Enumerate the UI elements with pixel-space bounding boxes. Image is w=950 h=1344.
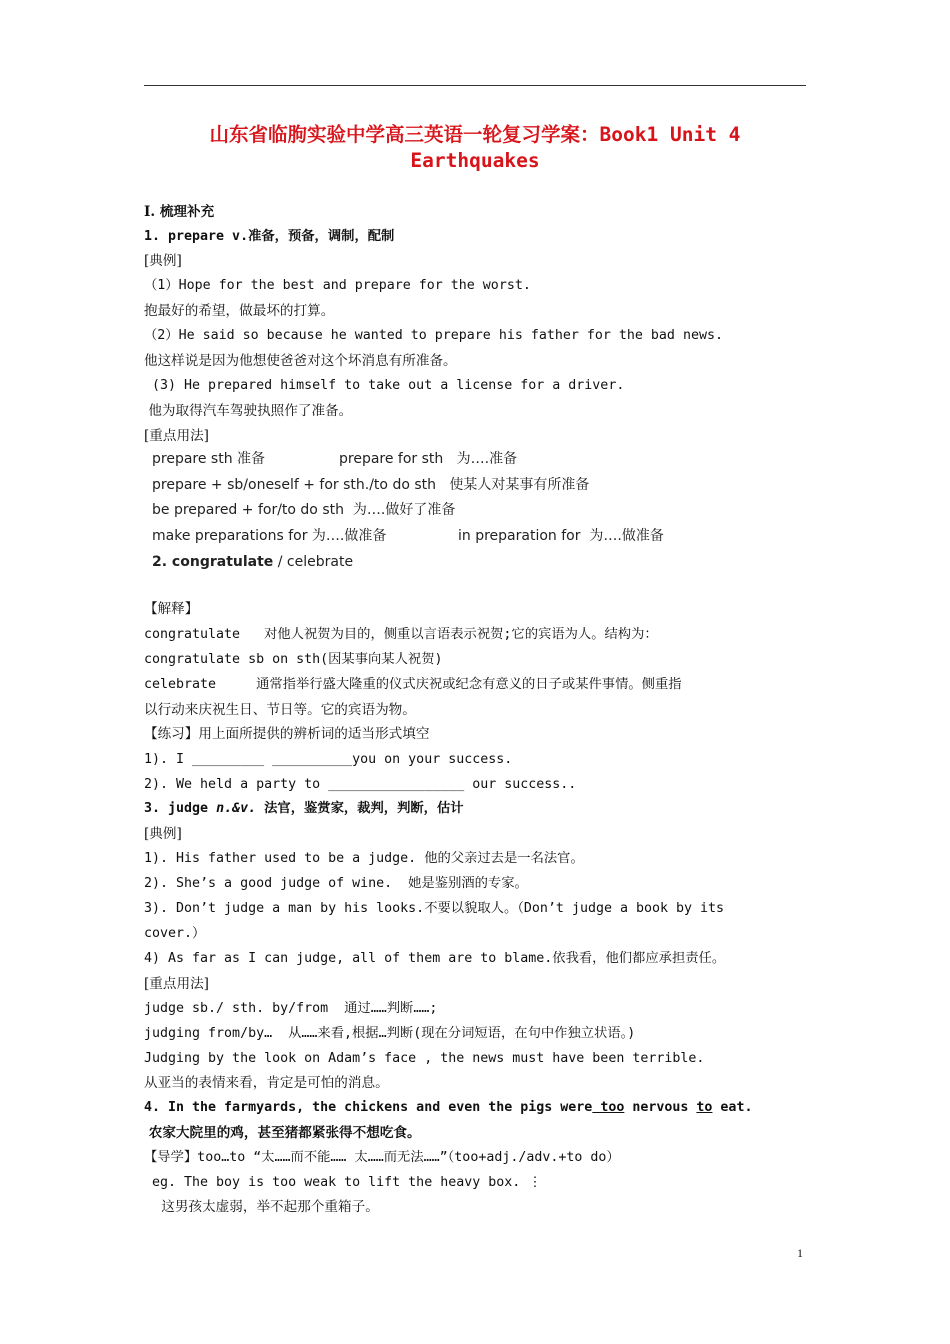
example-en: （1）Hope for the best and prepare for the worst.: [144, 278, 531, 293]
usage-line: be prepared + for/to do sth 为….做好了准备: [152, 502, 456, 518]
example-line: eg. The boy is too weak to lift the heavy box. ⋮: [144, 1175, 542, 1190]
usage-line: make preparations for 为….做准备: [152, 528, 387, 544]
explain-line: congratulate sb on sth(因某事向某人祝贺): [144, 652, 443, 667]
item3-heading-meaning: 法官，鉴赏家，裁判，判断，估计: [256, 801, 464, 816]
example-line: cover.）: [144, 926, 206, 941]
usage-line: prepare for sth 为….准备: [339, 451, 518, 467]
item2-heading: [152, 553, 353, 571]
header-rule: [144, 85, 806, 86]
example-en: (3) He prepared himself to take out a license for a driver.: [144, 378, 625, 393]
examples-label: [典例]: [144, 826, 182, 842]
item1-heading: 1. prepare v.准备，预备，调制，配制: [144, 229, 395, 244]
explain-line: congratulate 对他人祝贺为目的，侧重以言语表示祝贺;它的宾语为人。结构为：: [144, 627, 658, 642]
item3-heading-word: 3. judge: [144, 801, 217, 816]
section-heading: I. 梳理补充: [144, 204, 215, 220]
usage-line: Judging by the look on Adam’s face , the news must have been terrible.: [144, 1051, 705, 1066]
example-zh: 这男孩太虚弱，举不起那个重箱子。: [144, 1199, 379, 1215]
usage-line: judge sb./ sth. by/from 通过……判断……;: [144, 1001, 438, 1016]
usage-line: in preparation for 为….做准备: [458, 528, 664, 544]
example-line: 2). She’s a good judge of wine. 她是鉴别酒的专家。: [144, 876, 528, 891]
example-line: 4) As far as I can judge, all of them are to blame.依我看，他们都应承担责任。: [144, 951, 726, 966]
practice-line: 1). I _________ __________you on your success.: [144, 752, 513, 767]
usage-line: judging from/by… 从……来看,根据…判断(现在分词短语，在句中作独立状语。): [144, 1026, 636, 1041]
example-en: （2）He said so because he wanted to prepare his father for the bad news.: [144, 328, 723, 343]
usage-line: prepare sth 准备: [152, 451, 266, 467]
explain-line: celebrate 通常指举行盛大隆重的仪式庆祝或纪念有意义的日子或某件事情。侧重指: [144, 677, 682, 692]
practice-label: 【练习】用上面所提供的辨析词的适当形式填空: [144, 726, 430, 742]
item4-underlined-too: too: [592, 1100, 625, 1115]
usage-line: 从亚当的表情来看，肯定是可怕的消息。: [144, 1075, 389, 1091]
item3-heading: [144, 800, 464, 818]
explain-label: 【解释】: [144, 601, 199, 617]
usage-label: [重点用法]: [144, 976, 209, 992]
example-zh: 他这样说是因为他想使爸爸对这个坏消息有所准备。: [144, 353, 457, 369]
title-line-2: Earthquakes: [410, 149, 540, 172]
example-line: 3). Don’t judge a man by his looks.不要以貌取人。（Don’t judge a book by its: [144, 901, 725, 916]
practice-line: 2). We held a party to _________________ our success..: [144, 777, 577, 792]
item4-translation: 农家大院里的鸡，甚至猪都紧张得不想吃食。: [144, 1125, 421, 1141]
item4-underlined-to: to: [696, 1100, 713, 1115]
item4-heading-part: nervous: [624, 1100, 697, 1115]
item4-heading-part: 4. In the farmyards, the chickens and even the pigs were: [144, 1100, 593, 1115]
usage-label: [重点用法]: [144, 428, 209, 444]
example-line: 1). His father used to be a judge. 他的父亲过去是一名法官。: [144, 851, 584, 866]
usage-line: prepare + sb/oneself + for sth./to do sth 使某人对某事有所准备: [152, 477, 590, 493]
explain-line: 以行动来庆祝生日、节日等。它的宾语为物。: [144, 702, 416, 718]
example-zh: 他为取得汽车驾驶执照作了准备。: [144, 403, 353, 419]
item4-heading: [144, 1099, 752, 1117]
guide-line: 【导学】too…to “太……而不能…… 太……而无法……”（too+adj./adv.+to do）: [144, 1150, 620, 1165]
item2-heading-bold: 2. congratulate: [152, 554, 274, 570]
document-title: [144, 122, 806, 174]
example-zh: 抱最好的希望，做最坏的打算。: [144, 303, 335, 319]
item3-heading-pos: n.&v.: [216, 801, 257, 816]
title-line-1: 山东省临朐实验中学高三英语一轮复习学案：Book1 Unit 4: [209, 123, 741, 146]
item2-heading-rest: / celebrate: [273, 554, 354, 570]
examples-label: [典例]: [144, 253, 182, 269]
page-number: 1: [797, 1246, 803, 1260]
item4-heading-part: eat.: [712, 1100, 753, 1115]
